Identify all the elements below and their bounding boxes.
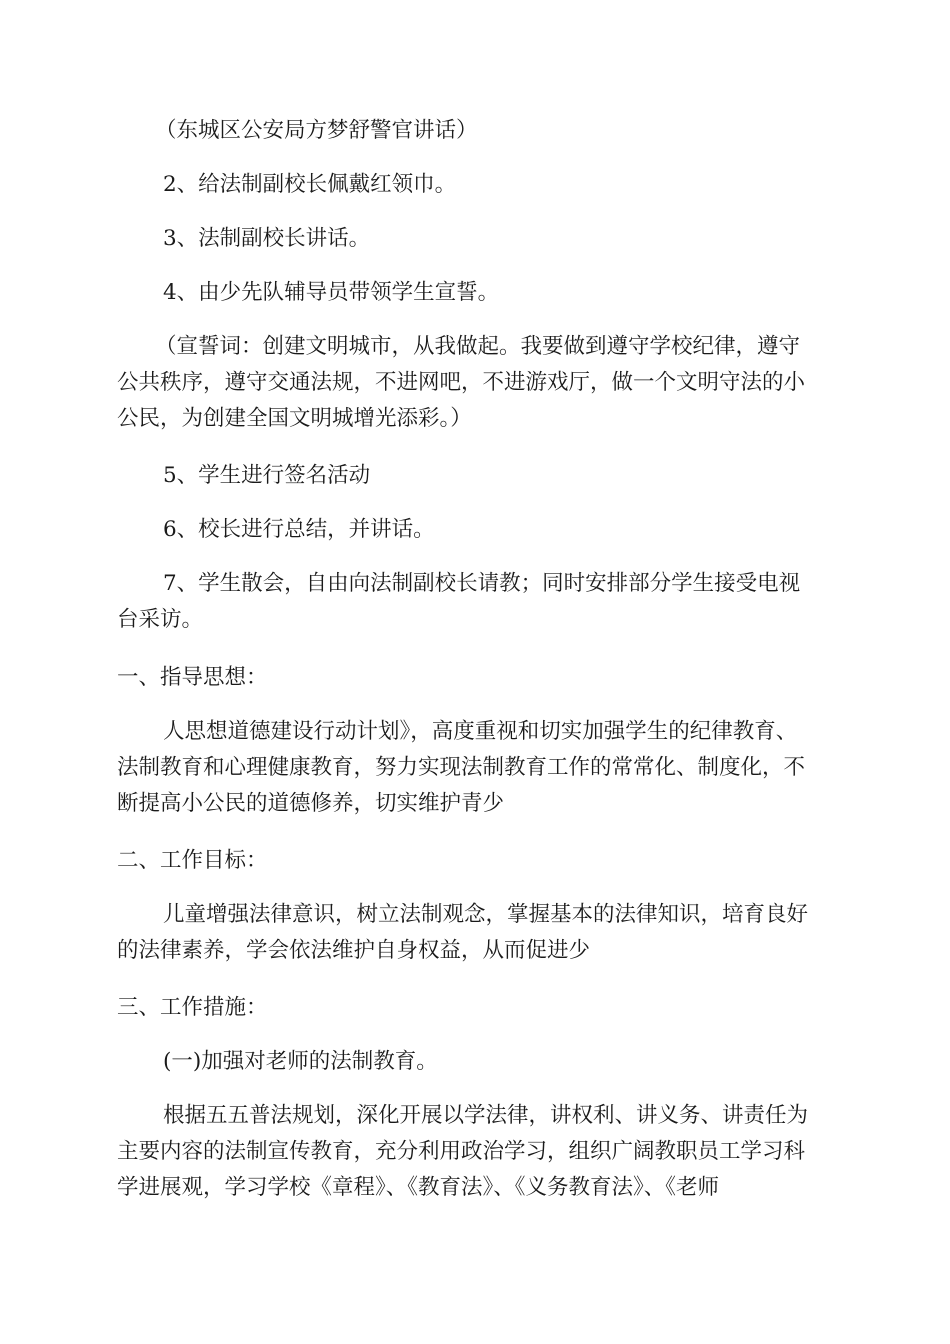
paragraph-item-3	[117, 221, 837, 257]
paragraph-item-5	[117, 458, 837, 494]
text-line: 儿童增强法律意识，树立法制观念，掌握基本的法律知识，培育良好	[163, 902, 809, 927]
text-line: 断提高小公民的道德修养，切实维护青少	[117, 791, 505, 816]
text-line: 台采访。	[117, 607, 204, 632]
text-line: 一、指导思想：	[117, 665, 268, 690]
text-line: 人思想道德建设行动计划》，高度重视和切实加强学生的纪律教育、	[163, 719, 798, 744]
text-line: 6、校长进行总结，并讲话。	[163, 517, 435, 542]
text-line: 根据五五普法规划，深化开展以学法律，讲权利、讲义务、讲责任为	[163, 1103, 809, 1128]
text-line: （东城区公安局方梦舒警官讲话）	[155, 118, 478, 143]
text-line: 公民，为创建全国文明城增光添彩。）	[117, 406, 472, 431]
paragraph-item-6	[117, 512, 837, 548]
text-line: （宣誓词：创建文明城市，从我做起。我要做到遵守学校纪律，遵守	[155, 334, 801, 359]
text-line: 4、由少先队辅导员带领学生宣誓。	[163, 280, 500, 305]
text-line: 学进展观，学习学校《章程》、《教育法》、《义务教育法》、《老师	[117, 1175, 720, 1200]
text-line: 7、学生散会，自由向法制副校长请教；同时安排部分学生接受电视	[163, 571, 801, 596]
heading-work-measures	[117, 990, 837, 1026]
paragraph-item-2	[117, 167, 837, 203]
text-line: 公共秩序，遵守交通法规，不进网吧，不进游戏厅，做一个文明守法的小	[117, 370, 806, 395]
paragraph-item-4	[117, 275, 837, 311]
text-line: 二、工作目标：	[117, 848, 268, 873]
text-line: 3、法制副校长讲话。	[163, 226, 371, 251]
paragraph-measure-1-body	[117, 1098, 837, 1206]
paragraph-guiding-thought	[117, 714, 837, 822]
text-line: 的法律素养，学会依法维护自身权益，从而促进少	[117, 938, 591, 963]
paragraph-speech-note	[117, 113, 837, 149]
text-line: 5、学生进行签名活动	[163, 463, 371, 488]
heading-guiding-thought	[117, 660, 837, 696]
paragraph-work-goals	[117, 897, 837, 969]
paragraph-oath	[117, 329, 837, 437]
paragraph-measure-1	[117, 1044, 837, 1080]
heading-work-goals	[117, 843, 837, 879]
text-line: 2、给法制副校长佩戴红领巾。	[163, 172, 457, 197]
text-line: 三、工作措施：	[117, 995, 268, 1020]
paragraph-item-7	[117, 566, 837, 638]
text-line: (一)加强对老师的法制教育。	[163, 1049, 438, 1074]
text-line: 主要内容的法制宣传教育，充分利用政治学习，组织广阔教职员工学习科	[117, 1139, 806, 1164]
text-line: 法制教育和心理健康教育，努力实现法制教育工作的常常化、制度化，不	[117, 755, 806, 780]
